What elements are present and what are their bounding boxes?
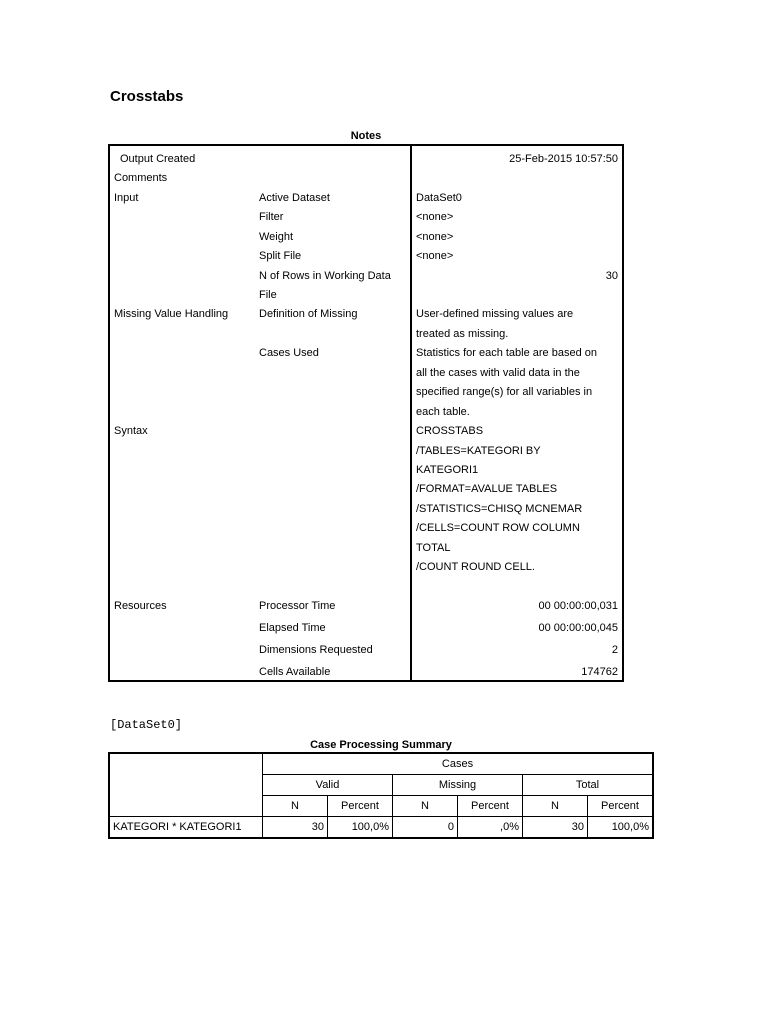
notes-value: <none> xyxy=(416,250,454,262)
notes-value: KATEGORI1 xyxy=(416,464,479,476)
notes-section-label: Comments xyxy=(114,172,168,184)
case-summary-caption: Case Processing Summary xyxy=(310,739,452,751)
row-label: KATEGORI * KATEGORI1 xyxy=(109,817,263,839)
notes-item-label: File xyxy=(259,289,277,301)
notes-value: /FORMAT=AVALUE TABLES xyxy=(416,483,558,495)
cell-total-n: 30 xyxy=(523,817,588,839)
notes-value: /TABLES=KATEGORI BY xyxy=(416,445,541,457)
notes-section-label: Input xyxy=(114,192,139,204)
cell-missing-percent: ,0% xyxy=(458,817,523,839)
notes-value: CROSSTABS xyxy=(416,425,484,437)
dataset-label: [DataSet0] xyxy=(110,718,183,732)
subheader-total-percent: Percent xyxy=(588,796,654,817)
notes-section-label: Output Created xyxy=(120,153,196,165)
notes-item-label: Dimensions Requested xyxy=(259,644,373,656)
subheader-valid-percent: Percent xyxy=(328,796,393,817)
notes-value: 30 xyxy=(605,270,618,282)
case-processing-summary-table xyxy=(108,752,654,839)
notes-value: each table. xyxy=(416,406,470,418)
notes-item-label: N of Rows in Working Data xyxy=(259,270,391,282)
notes-item-label: Cases Used xyxy=(259,347,319,359)
notes-item-label: Elapsed Time xyxy=(259,622,326,634)
notes-section-label: Resources xyxy=(114,600,167,612)
notes-value: /COUNT ROUND CELL. xyxy=(416,561,535,573)
group-header-valid: Valid xyxy=(263,775,393,796)
cell-valid-n: 30 xyxy=(263,817,328,839)
group-header-missing: Missing xyxy=(393,775,523,796)
notes-value: 174762 xyxy=(581,666,618,678)
page-heading: Crosstabs xyxy=(110,88,184,105)
notes-item-label: Weight xyxy=(259,231,294,243)
notes-value: TOTAL xyxy=(416,542,451,554)
notes-section-label: Syntax xyxy=(114,425,148,437)
notes-caption: Notes xyxy=(350,130,382,142)
notes-section-label: Missing Value Handling xyxy=(114,308,229,320)
cell-valid-percent: 100,0% xyxy=(328,817,393,839)
notes-item-label: Filter xyxy=(259,211,284,223)
cell-missing-n: 0 xyxy=(393,817,458,839)
subheader-total-n: N xyxy=(523,796,588,817)
subheader-valid-n: N xyxy=(263,796,328,817)
notes-value: <none> xyxy=(416,231,454,243)
notes-item-label: Split File xyxy=(259,250,302,262)
notes-value: User-defined missing values are xyxy=(416,308,574,320)
notes-item-label: Active Dataset xyxy=(259,192,330,204)
notes-value: <none> xyxy=(416,211,454,223)
notes-item-label: Definition of Missing xyxy=(259,308,358,320)
notes-value: all the cases with valid data in the xyxy=(416,367,580,379)
cell-total-percent: 100,0% xyxy=(588,817,654,839)
notes-value: 2 xyxy=(611,644,618,656)
notes-value: /CELLS=COUNT ROW COLUMN xyxy=(416,522,580,534)
cases-header: Cases xyxy=(263,753,654,775)
notes-value: specified range(s) for all variables in xyxy=(416,386,593,398)
notes-value: 00 00:00:00,045 xyxy=(538,622,618,634)
notes-item-label: Cells Available xyxy=(259,666,331,678)
notes-value: 25-Feb-2015 10:57:50 xyxy=(509,153,618,165)
notes-value: 00 00:00:00,031 xyxy=(538,600,618,612)
notes-value: Statistics for each table are based on xyxy=(416,347,597,359)
notes-value: DataSet0 xyxy=(416,192,462,204)
corner-cell xyxy=(109,753,263,817)
subheader-missing-n: N xyxy=(393,796,458,817)
notes-item-label: Processor Time xyxy=(259,600,336,612)
subheader-missing-percent: Percent xyxy=(458,796,523,817)
notes-column-divider xyxy=(410,144,412,682)
group-header-total: Total xyxy=(523,775,654,796)
notes-value: /STATISTICS=CHISQ MCNEMAR xyxy=(416,503,583,515)
notes-value: treated as missing. xyxy=(416,328,509,340)
